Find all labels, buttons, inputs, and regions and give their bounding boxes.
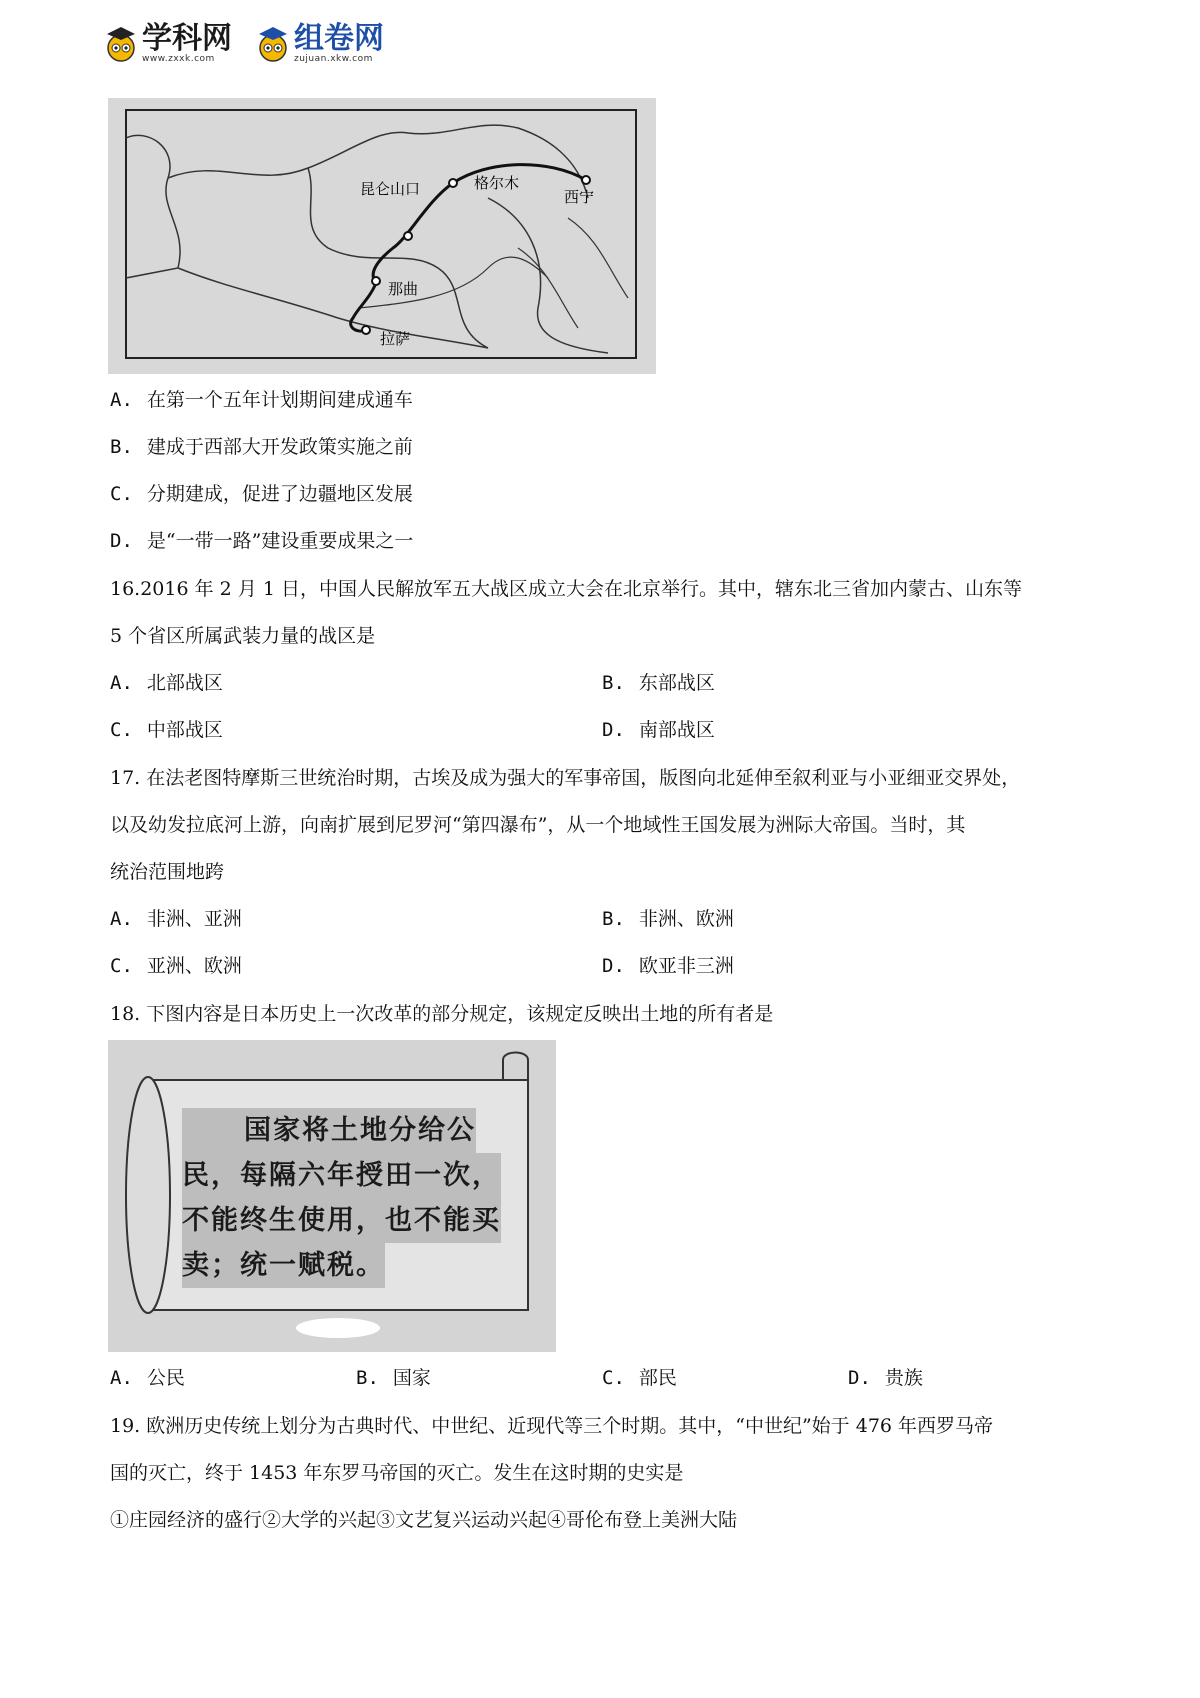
logo2-text: 组卷网 (294, 21, 384, 56)
option-text: 非洲、欧洲 (638, 908, 734, 930)
option-text: 国家 (392, 1367, 431, 1389)
map-label-golmud: 格尔木 (474, 174, 520, 192)
reform-scroll-figure (108, 1040, 556, 1352)
option-label: A. (110, 1367, 133, 1389)
mascot-icon (104, 24, 138, 64)
q17-option-a (110, 907, 242, 931)
option-text: 欧亚非三洲 (638, 955, 734, 977)
q16-line2: 5 个省区所属武装力量的战区是 (110, 625, 376, 647)
logo1-text: 学科网 (142, 21, 232, 56)
map-label-xining: 西宁 (564, 188, 595, 206)
option-label: B. (356, 1367, 379, 1389)
option-text: 部民 (638, 1367, 677, 1389)
q18-option-a (110, 1366, 185, 1390)
option-text: 建成于西部大开发政策实施之前 (146, 436, 413, 458)
option-text: 中部战区 (146, 719, 223, 741)
option-label: D. (848, 1367, 871, 1389)
option-label: D. (110, 530, 133, 552)
map-label-naqu: 那曲 (388, 280, 419, 298)
option-text: 北部战区 (146, 672, 223, 694)
scroll-text (182, 1108, 522, 1288)
option-text: 亚洲、欧洲 (146, 955, 242, 977)
header-logos (104, 14, 408, 74)
railway-map (108, 98, 656, 374)
q15-option-b (110, 435, 413, 459)
q16-option-d (602, 718, 715, 742)
scroll-line-2: 民，每隔六年授田一次， (182, 1153, 501, 1198)
q17-line2: 以及幼发拉底河上游，向南扩展到尼罗河“第四瀑布”，从一个地域性王国发展为洲际大帝国。当时，其 (110, 814, 966, 836)
q17-line1: 17. 在法老图特摩斯三世统治时期，古埃及成为强大的军事帝国，版图向北延伸至叙利亚与小亚细亚交界处， (110, 767, 1021, 789)
q18-option-c (602, 1366, 677, 1390)
q18-line1: 18. 下图内容是日本历史上一次改革的部分规定，该规定反映出土地的所有者是 (110, 1003, 774, 1025)
q15-option-d (110, 529, 413, 553)
map-label-lhasa: 拉萨 (380, 330, 411, 348)
scroll-line-3: 不能终生使用，也不能买 (182, 1198, 501, 1243)
q18-option-b (356, 1366, 431, 1390)
option-text: 在第一个五年计划期间建成通车 (146, 389, 413, 411)
scroll-line-4: 卖；统一赋税。 (182, 1243, 385, 1288)
option-label: C. (602, 1367, 625, 1389)
zxxk-logo (104, 21, 232, 64)
q16-line1: 16.2016 年 2 月 1 日，中国人民解放军五大战区成立大会在北京举行。其中，辖东北三省加内蒙古、山东等 (110, 578, 1022, 600)
q17-line3: 统治范围地跨 (110, 861, 225, 883)
q18-option-d (848, 1366, 923, 1390)
option-label: B. (602, 908, 625, 930)
option-text: 分期建成，促进了边疆地区发展 (146, 483, 413, 505)
option-label: A. (110, 908, 133, 930)
q19-line2: 国的灭亡，终于 1453 年东罗马帝国的灭亡。发生在这时期的史实是 (110, 1462, 684, 1484)
option-text: 非洲、亚洲 (146, 908, 242, 930)
option-label: C. (110, 719, 133, 741)
option-text: 公民 (146, 1367, 185, 1389)
option-label: B. (602, 672, 625, 694)
option-label: A. (110, 672, 133, 694)
option-label: C. (110, 483, 133, 505)
option-label: C. (110, 955, 133, 977)
zujuan-logo (256, 21, 384, 64)
map-label-kunlun: 昆仑山口 (360, 180, 421, 198)
option-label: A. (110, 389, 133, 411)
q19-line3: ①庄园经济的盛行②大学的兴起③文艺复兴运动兴起④哥伦布登上美洲大陆 (110, 1509, 738, 1531)
map-drawing (108, 98, 656, 374)
option-label: D. (602, 955, 625, 977)
option-text: 是“一带一路”建设重要成果之一 (146, 530, 414, 552)
option-text: 东部战区 (638, 672, 715, 694)
q15-option-a (110, 388, 413, 412)
q15-option-c (110, 482, 413, 506)
q17-option-d (602, 954, 734, 978)
mascot-icon (256, 24, 290, 64)
q17-option-c (110, 954, 242, 978)
q16-option-c (110, 718, 223, 742)
option-text: 南部战区 (638, 719, 715, 741)
option-label: D. (602, 719, 625, 741)
q16-option-a (110, 671, 223, 695)
logo2-sub: zujuan.xkw.com (294, 54, 373, 64)
q19-line1: 19. 欧洲历史传统上划分为古典时代、中世纪、近现代等三个时期。其中，“中世纪”始于 476 年西罗马帝 (110, 1415, 994, 1437)
logo1-sub: www.zxxk.com (142, 54, 215, 64)
option-label: B. (110, 436, 133, 458)
option-text: 贵族 (884, 1367, 923, 1389)
q17-option-b (602, 907, 734, 931)
scroll-line-1: 国家将土地分给公 (182, 1108, 476, 1153)
q16-option-b (602, 671, 715, 695)
